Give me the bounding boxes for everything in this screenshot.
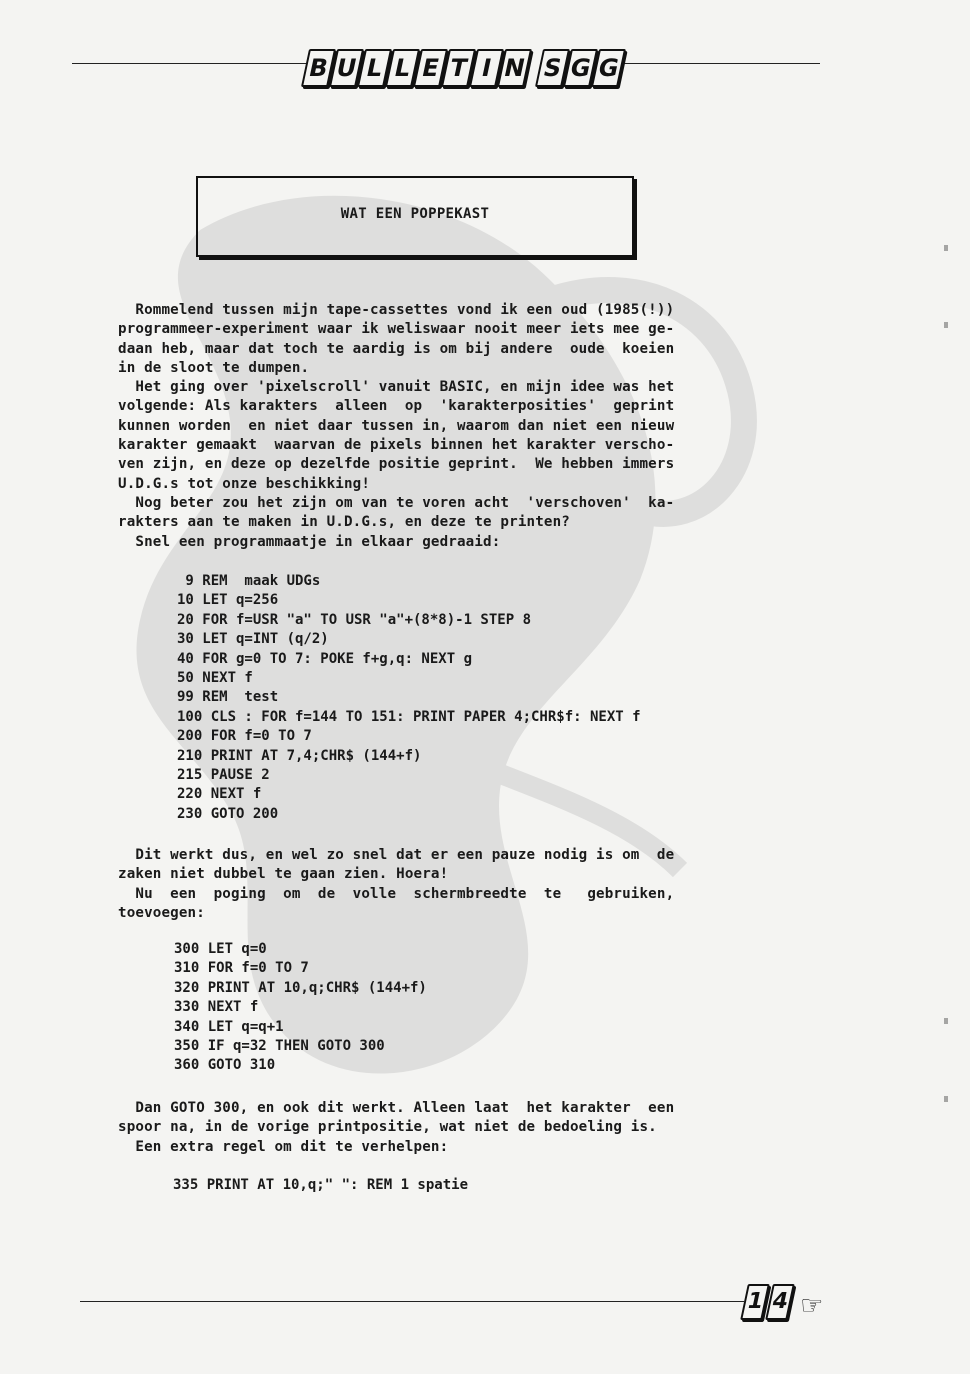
logo-letter: S bbox=[535, 49, 570, 87]
article-title: WAT EEN POPPEKAST bbox=[340, 206, 490, 222]
logo-letter: G bbox=[591, 49, 626, 87]
logo-letter: E bbox=[413, 49, 448, 87]
logo-letter: B bbox=[301, 49, 336, 87]
page-number-digit: 4 bbox=[765, 1284, 795, 1320]
bulletin-logo bbox=[305, 48, 623, 88]
footer-rule bbox=[80, 1301, 744, 1302]
code-listing-1: 9 REM maak UDGs 10 LET q=256 20 FOR f=USR "a" TO USR "a"+(8*8)-1 STEP 8 30 LET q=INT (q/2) 40 FOR g=0 TO 7: POKE f+g,q: NEXT g 50 NEXT f 99 REM test 100 CLS : FOR f=144 TO 151: PRINT PAPER 4;CHR$f: NEXT f 200 FOR f=0 TO 7 210 PRINT AT 7,4;CHR$ (144+f) 215 PAUSE 2 220 NEXT f 230 GOTO 200 bbox=[177, 573, 641, 822]
logo-letter: G bbox=[563, 49, 598, 87]
scan-mark bbox=[944, 1018, 948, 1024]
code-listing-3: 335 PRINT AT 10,q;" ": REM 1 spatie bbox=[173, 1177, 469, 1193]
logo-letter: L bbox=[385, 49, 420, 87]
scan-mark bbox=[944, 245, 948, 251]
logo-letter: U bbox=[329, 49, 364, 87]
middle-paragraph: Dit werkt dus, en wel zo snel dat er een pauze nodig is om de zaken niet dubbel te gaan zien. Hoera! Nu een poging om de volle schermbreedte te gebruiken, toevoegen: bbox=[118, 847, 675, 921]
article-title-box bbox=[196, 176, 634, 257]
pointing-hand-icon: ☞ bbox=[800, 1291, 824, 1321]
code-listing-2: 300 LET q=0 310 FOR f=0 TO 7 320 PRINT AT 10,q;CHR$ (144+f) 330 NEXT f 340 LET q=q+1 350 IF q=32 THEN GOTO 300 360 GOTO 310 bbox=[174, 941, 427, 1074]
page-number bbox=[744, 1284, 794, 1320]
logo-word-bulletin bbox=[305, 49, 529, 87]
logo-word-sgg bbox=[539, 49, 623, 87]
logo-letter: I bbox=[469, 49, 504, 87]
intro-paragraph: Rommelend tussen mijn tape-cassettes vond ik een oud (1985(!)) programmeer-experiment waar ik weliswaar nooit meer iets mee ge- daan heb, maar dat toch te aardig is om bij andere oude koeien in de sloot te dumpen. Het ging over 'pixelscroll' vanuit BASIC, en mijn idee was het volgende: Als karakters alleen op 'karakterposities' geprint kunnen worden en niet daar tussen in, waarom dan niet een nieuw karakter gemaakt waarvan de pixels binnen het karakter verscho- ven zijn, en deze op dezelfde positie geprint. We hebben immers U.D.G.s tot onze beschikking! Nog beter zou het zijn om van te voren acht 'verschoven' ka- rakters aan te maken in U.D.G.s, en deze te printen? Snel een programmaatje in elkaar gedraaid: bbox=[118, 302, 675, 550]
page-number-digit: 1 bbox=[740, 1284, 770, 1320]
closing-paragraph: Dan GOTO 300, en ook dit werkt. Alleen laat het karakter een spoor na, in de vorige printpositie, wat niet de bedoeling is. Een extra regel om dit te verhelpen: bbox=[118, 1100, 675, 1155]
logo-letter: T bbox=[441, 49, 476, 87]
scan-mark bbox=[944, 322, 948, 328]
header-rule-left bbox=[72, 63, 308, 64]
logo-letter: L bbox=[357, 49, 392, 87]
scan-mark bbox=[944, 1096, 948, 1102]
logo-letter: N bbox=[497, 49, 532, 87]
